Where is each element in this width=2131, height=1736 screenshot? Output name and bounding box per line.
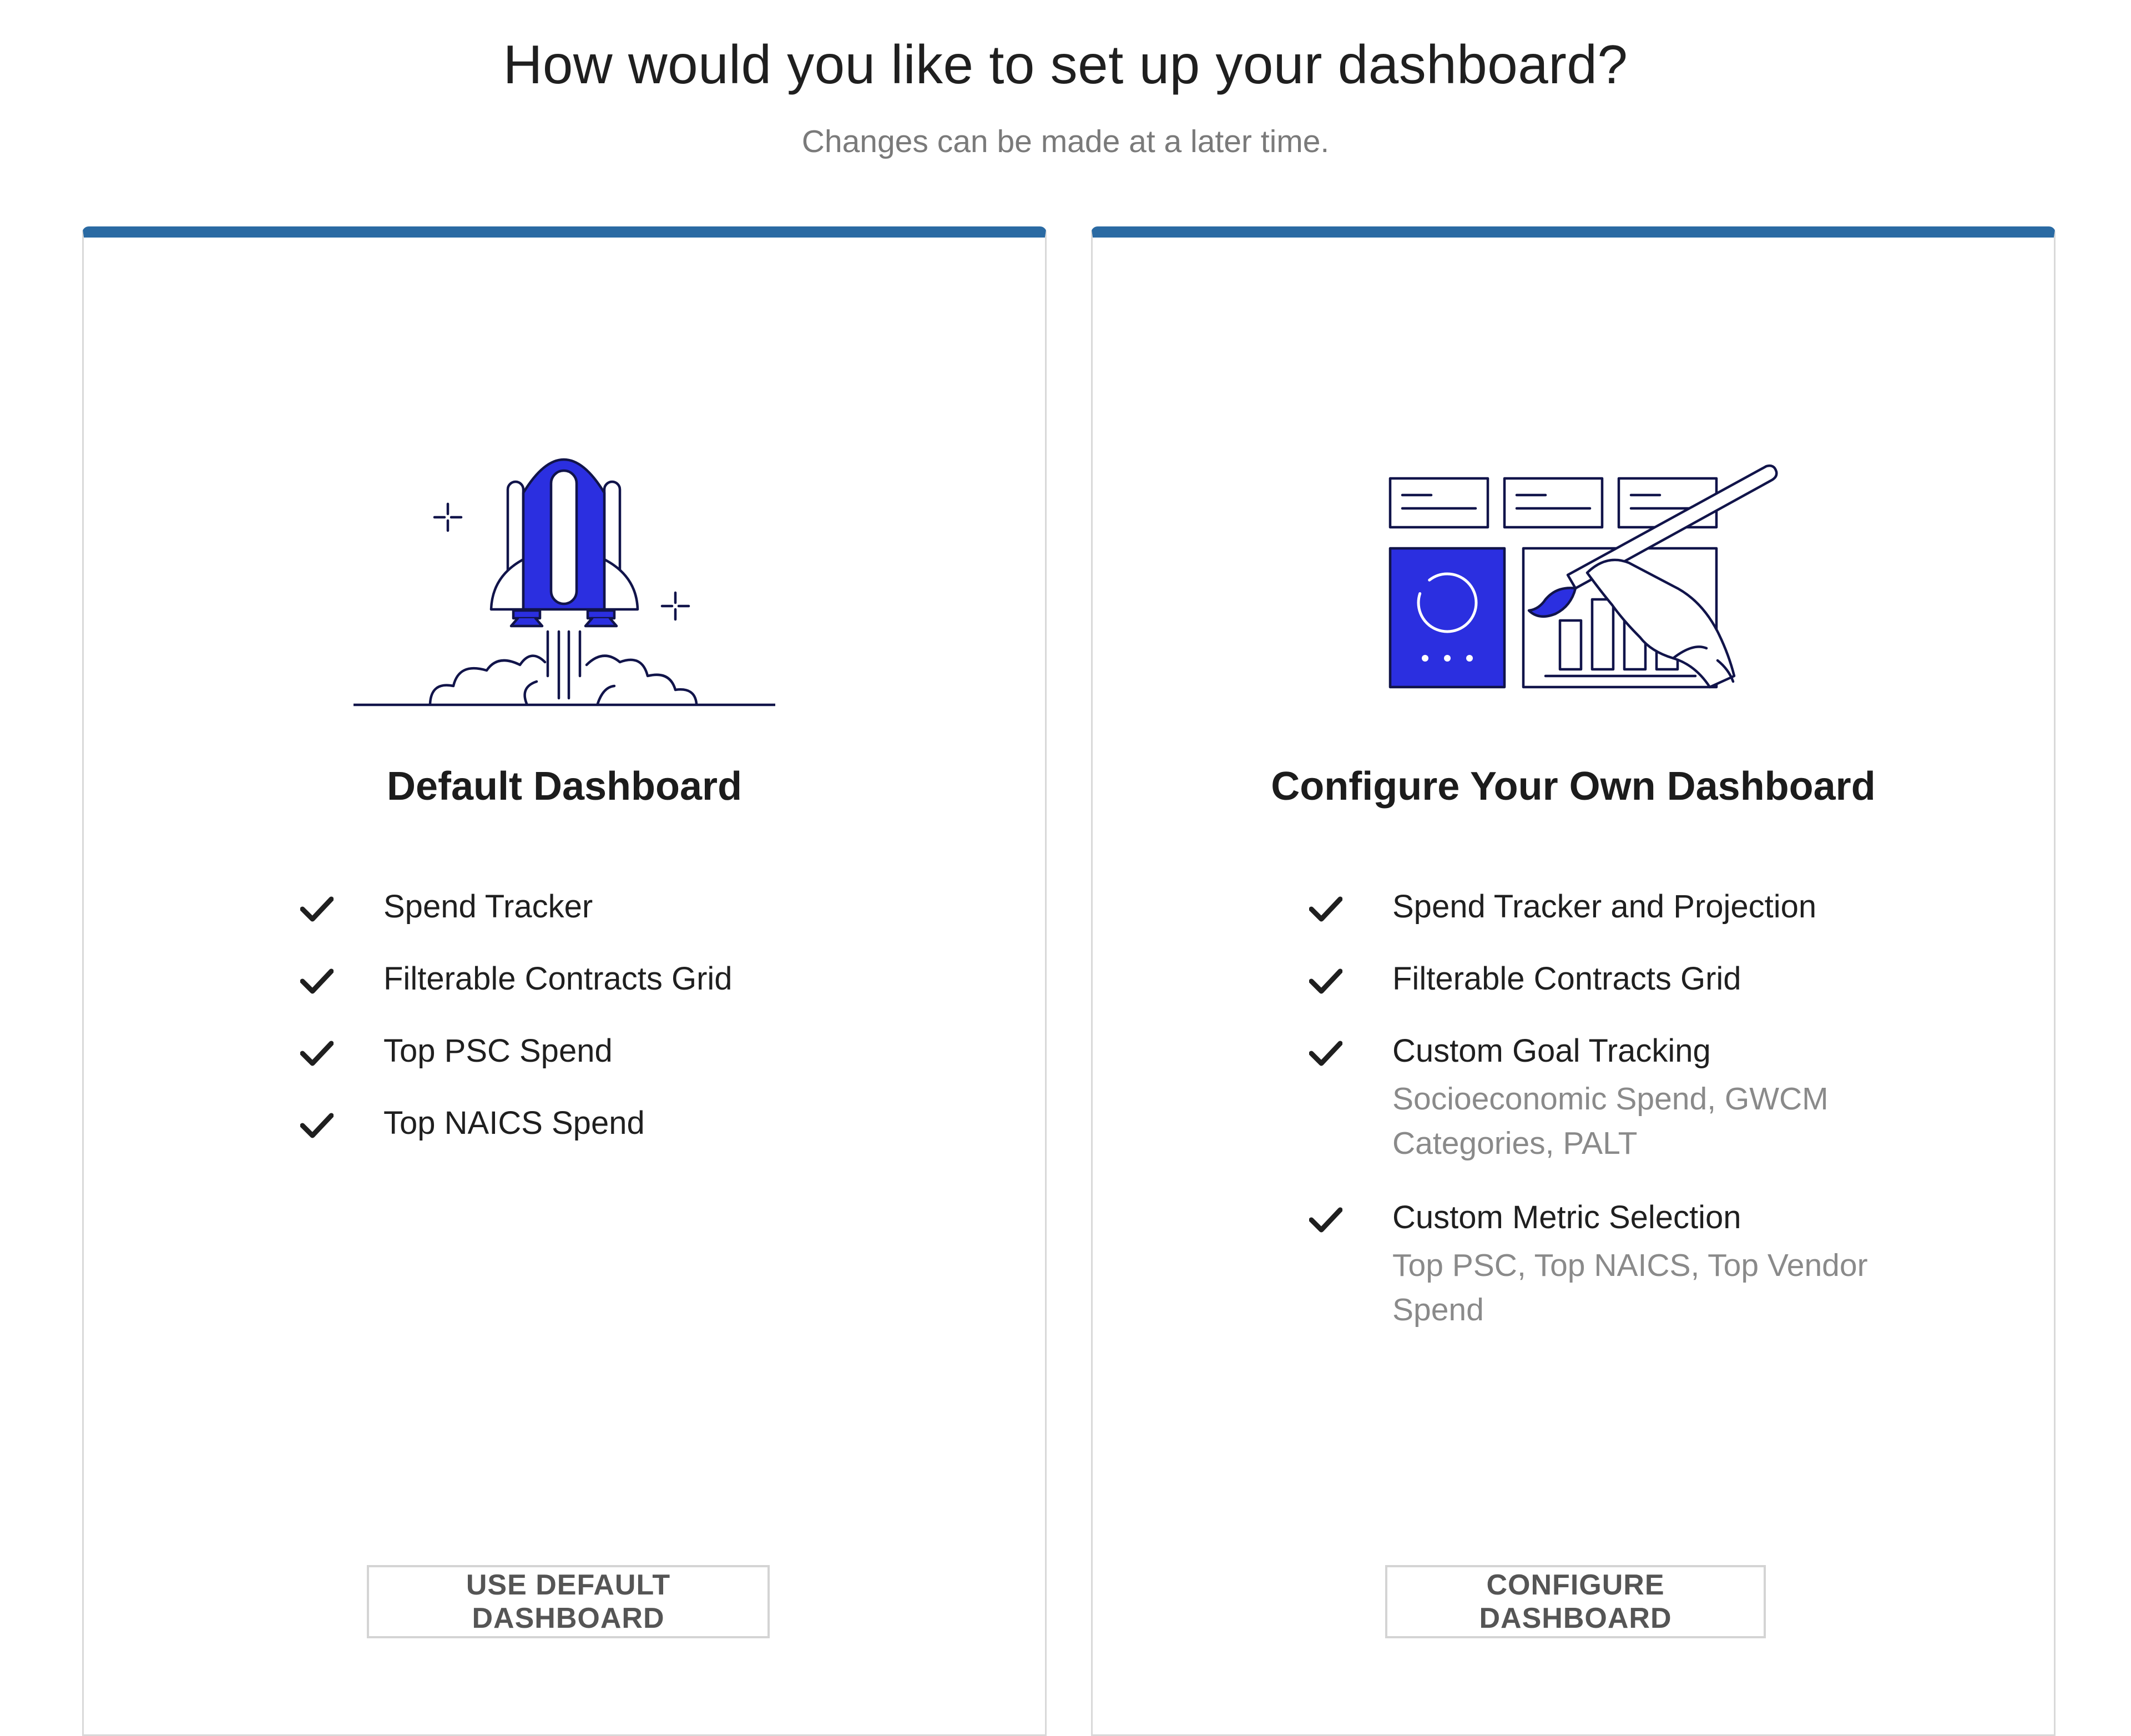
checkmark-icon xyxy=(1309,1039,1342,1067)
feature-label: Filterable Contracts Grid xyxy=(1392,961,1741,997)
feature-label: Top PSC Spend xyxy=(383,1033,613,1069)
rocket-launch-icon xyxy=(84,443,1045,720)
configure-dashboard-button[interactable]: CONFIGURE DASHBOARD xyxy=(1385,1565,1766,1638)
checkmark-icon xyxy=(300,1039,334,1067)
checkmark-icon xyxy=(1309,967,1342,995)
checkmark-icon xyxy=(300,895,334,922)
feature-label: Top NAICS Spend xyxy=(383,1105,645,1141)
list-item xyxy=(1093,1198,2054,1332)
list-item xyxy=(1093,959,2054,999)
list-item xyxy=(84,1103,1045,1143)
list-item xyxy=(84,1031,1045,1071)
configure-dashboard-icon xyxy=(1093,454,2054,709)
feature-list xyxy=(84,887,1045,1175)
checkmark-icon xyxy=(1309,1205,1342,1233)
checkmark-icon xyxy=(300,967,334,995)
feature-label: Custom Metric Selection xyxy=(1392,1199,1741,1235)
card-title: Configure Your Own Dashboard xyxy=(1271,764,1876,809)
feature-list xyxy=(1093,887,2054,1364)
checkmark-icon xyxy=(300,1111,334,1139)
page-title: How would you like to set up your dashboard? xyxy=(503,34,1628,95)
list-item xyxy=(1093,887,2054,927)
feature-label: Custom Goal Tracking xyxy=(1392,1033,1711,1069)
default-dashboard-card[interactable] xyxy=(82,226,1047,1736)
checkmark-icon xyxy=(1309,895,1342,922)
feature-label: Spend Tracker and Projection xyxy=(1392,889,1817,925)
card-title: Default Dashboard xyxy=(386,764,743,809)
list-item xyxy=(84,887,1045,927)
feature-label: Filterable Contracts Grid xyxy=(383,961,733,997)
feature-label: Spend Tracker xyxy=(383,889,593,925)
list-item xyxy=(1093,1031,2054,1165)
feature-note: Socioeconomic Spend, GWCM Categories, PALT xyxy=(1392,1081,1829,1161)
list-item xyxy=(84,959,1045,999)
use-default-dashboard-button[interactable]: USE DEFAULT DASHBOARD xyxy=(367,1565,770,1638)
configure-dashboard-card[interactable] xyxy=(1091,226,2056,1736)
page-subtitle: Changes can be made at a later time. xyxy=(801,124,1330,159)
feature-note: Top PSC, Top NAICS, Top Vendor Spend xyxy=(1392,1248,1868,1328)
